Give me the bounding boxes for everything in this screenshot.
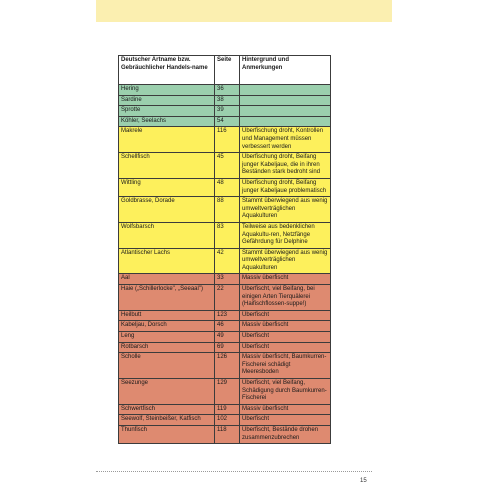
species-cell: Haie („Schillerlocke", „Seeaal") <box>119 285 215 311</box>
notes-cell <box>240 106 331 117</box>
species-cell: Scholle <box>119 353 215 379</box>
page-cell: 38 <box>215 95 240 106</box>
species-cell: Sprotte <box>119 106 215 117</box>
species-cell: Leng <box>119 332 215 343</box>
page-cell: 102 <box>215 415 240 426</box>
notes-cell: Massiv überfischt <box>240 404 331 415</box>
species-cell: Atlantischer Lachs <box>119 248 215 274</box>
notes-cell: Überfischung droht, Kontrollen und Management müssen verbessert werden <box>240 127 331 153</box>
species-cell: Hering <box>119 85 215 96</box>
notes-cell: Stammt überwiegend aus wenig umweltverträglichen Aquakulturen <box>240 248 331 274</box>
page-cell: 42 <box>215 248 240 274</box>
page-cell: 83 <box>215 222 240 248</box>
notes-cell: Überfischt <box>240 332 331 343</box>
notes-cell: Überfischung droht, Beifang junger Kabeljaue problematisch <box>240 178 331 196</box>
table-row <box>119 178 331 196</box>
page-cell: 49 <box>215 332 240 343</box>
page-cell: 88 <box>215 197 240 223</box>
table-body <box>119 85 331 444</box>
table-row <box>119 127 331 153</box>
page-number: 15 <box>360 478 367 484</box>
species-cell: Aal <box>119 274 215 285</box>
species-cell: Thunfisch <box>119 425 215 443</box>
table-row <box>119 379 331 405</box>
notes-cell <box>240 85 331 96</box>
species-cell: Rotbarsch <box>119 342 215 353</box>
table-row <box>119 342 331 353</box>
page-cell: 116 <box>215 127 240 153</box>
page-cell: 126 <box>215 353 240 379</box>
notes-cell: Überfischt, viel Beifang, Schädigung durch Baumkurren-Fischerei <box>240 379 331 405</box>
table-row <box>119 404 331 415</box>
species-cell: Wolfsbarsch <box>119 222 215 248</box>
species-cell: Schwertfisch <box>119 404 215 415</box>
table-row <box>119 153 331 179</box>
notes-cell <box>240 95 331 106</box>
species-cell: Wittling <box>119 178 215 196</box>
column-header-page: Seite <box>215 56 240 85</box>
notes-cell: Massiv überfischt, Baumkurren-Fischerei schädigt Meeresboden <box>240 353 331 379</box>
table-row <box>119 106 331 117</box>
table-row <box>119 332 331 343</box>
table-row <box>119 85 331 96</box>
page-cell: 45 <box>215 153 240 179</box>
page-cell: 22 <box>215 285 240 311</box>
notes-cell: Überfischt <box>240 342 331 353</box>
species-cell: Heilbutt <box>119 310 215 321</box>
table-row <box>119 353 331 379</box>
page-cell: 39 <box>215 106 240 117</box>
page-cell: 36 <box>215 85 240 96</box>
notes-cell: Teilweise aus bedenklichen Aquakultu-ren, Netzfänge Gefährdung für Delphine <box>240 222 331 248</box>
page-cell: 118 <box>215 425 240 443</box>
species-cell: Goldbrasse, Dorade <box>119 197 215 223</box>
species-cell: Sardine <box>119 95 215 106</box>
species-cell: Kabeljau, Dorsch <box>119 321 215 332</box>
notes-cell: Überfischt <box>240 415 331 426</box>
page-cell: 123 <box>215 310 240 321</box>
table-row <box>119 248 331 274</box>
notes-cell: Überfischung droht, Beifang junger Kabeljaue, die in ihren Beständen stark bedroht sind <box>240 153 331 179</box>
notes-cell: Überfischt, viel Beifang, bei einigen Arten Tierquälerei (Haifischflossen-suppe!) <box>240 285 331 311</box>
page-cell: 54 <box>215 116 240 127</box>
table-row <box>119 425 331 443</box>
column-header-species: Deutscher Artname bzw. Gebräuchlicher Handels-name <box>119 56 215 85</box>
table-row <box>119 116 331 127</box>
notes-cell: Überfischt <box>240 310 331 321</box>
table-header-row <box>119 56 331 85</box>
table-row <box>119 197 331 223</box>
table-row <box>119 321 331 332</box>
fish-rating-table <box>118 55 331 444</box>
column-header-notes: Hintergrund und Anmerkungen <box>240 56 331 85</box>
table-row <box>119 222 331 248</box>
page-cell: 33 <box>215 274 240 285</box>
notes-cell <box>240 116 331 127</box>
page-cell: 48 <box>215 178 240 196</box>
table-row <box>119 285 331 311</box>
notes-cell: Überfischt, Bestände drohen zusammenzubrechen <box>240 425 331 443</box>
table-row <box>119 95 331 106</box>
notes-cell: Massiv überfischt <box>240 321 331 332</box>
species-cell: Makrele <box>119 127 215 153</box>
page-cell: 69 <box>215 342 240 353</box>
species-cell: Seewolf, Steinbeißer, Katfisch <box>119 415 215 426</box>
page-cell: 119 <box>215 404 240 415</box>
page-cell: 129 <box>215 379 240 405</box>
header-band <box>96 0 392 22</box>
species-cell: Seezunge <box>119 379 215 405</box>
page-cell: 46 <box>215 321 240 332</box>
species-cell: Köhler, Seelachs <box>119 116 215 127</box>
species-cell: Schellfisch <box>119 153 215 179</box>
footer-divider <box>96 471 372 472</box>
table-row <box>119 415 331 426</box>
table-row <box>119 274 331 285</box>
notes-cell: Massiv überfischt <box>240 274 331 285</box>
table-row <box>119 310 331 321</box>
notes-cell: Stammt überwiegend aus wenig umweltverträglichen Aquakulturen <box>240 197 331 223</box>
